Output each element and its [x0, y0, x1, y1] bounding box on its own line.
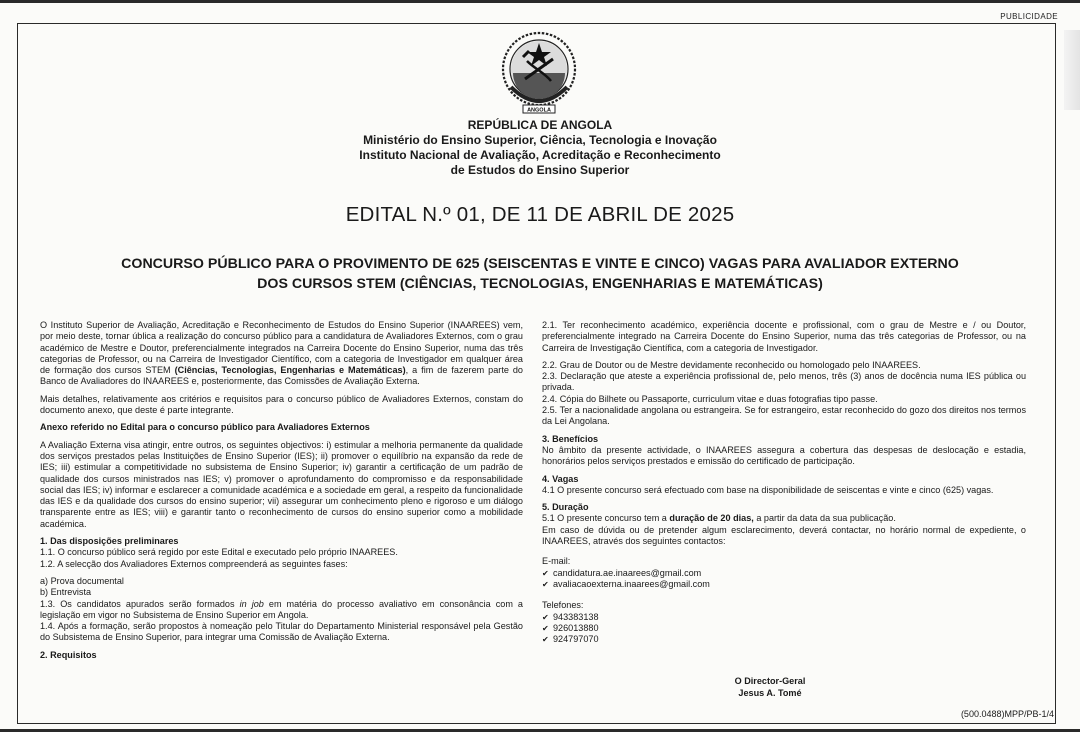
- benefits-paragraph: No âmbito da presente actividade, o INAAREES assegura a cobertura das despesas de deslocação e estadia, honorários pelos serviços prestados e emissão do certificado de participação.: [542, 444, 1026, 467]
- right-column: [542, 320, 1026, 645]
- header-institute-cont: de Estudos do Ensino Superior: [450, 163, 630, 177]
- req-2-2: 2.2. Grau de Doutor ou de Mestre devidamente reconhecido ou homologado pelo INAAREES.: [542, 359, 921, 370]
- email-address[interactable]: avaliacaoexterna.inaarees@gmail.com: [553, 578, 710, 589]
- email-address[interactable]: candidatura.ae.inaarees@gmail.com: [553, 567, 702, 578]
- phone-number[interactable]: 926013880: [553, 622, 599, 633]
- concurso-title-line2: DOS CURSOS STEM (CIÊNCIAS, TECNOLOGIAS, ENGENHARIAS E MATEMÁTICAS): [257, 276, 823, 292]
- checkmark-icon: ✔: [542, 612, 549, 622]
- signature-block: [690, 676, 850, 699]
- item-1-3: [40, 599, 523, 622]
- section5-heading: 5. Duração: [542, 502, 589, 513]
- emblem-banner-text: ANGOLA: [527, 107, 551, 114]
- req-2-4: 2.4. Cópia do Bilhete ou Passaporte, curriculum vitae e duas fotografias tipo passe.: [542, 393, 878, 404]
- concurso-title: [40, 254, 1040, 294]
- req-2-3: 2.3. Declaração que ateste a experiência profissional de, pelo menos, três (3) anos de docência numa IES pública ou privada.: [542, 371, 1026, 393]
- item-1-3-text-end: em matéria do processo avaliativo em consonância com a legislação em vigor no Subsistema de Ensino Superior em Angola.: [40, 598, 523, 620]
- item-1-1: 1.1. O concurso público será regido por este Edital e executado pelo próprio INAAREES.: [40, 547, 398, 558]
- phase-b: b) Entrevista: [40, 587, 92, 598]
- details-paragraph: Mais detalhes, relativamente aos critérios e requisitos para o concurso público de Avaliadores Externos, constam do documento anexo, que deste é parte integrante.: [40, 393, 523, 416]
- annex-heading: Anexo referido no Edital para o concurso público para Avaliadores Externos: [40, 422, 370, 433]
- left-column: [40, 320, 523, 661]
- phone-number[interactable]: 943383138: [553, 611, 599, 622]
- publication-reference: (500.0488)MPP/PB-1/4: [960, 709, 1054, 719]
- phone-label: Telefones:: [542, 600, 584, 611]
- email-list: [542, 568, 1026, 591]
- item-1-2: 1.2. A selecção dos Avaliadores Externos compreenderá as seguintes fases:: [40, 558, 348, 569]
- phone-item[interactable]: [542, 623, 1026, 634]
- section3-heading: 3. Benefícios: [542, 433, 599, 444]
- req-2-1: 2.1. Ter reconhecimento académico, experiência docente e profissional, com o grau de Mestre e / ou Doutor, preferencialmente integrado na Carreira Docente do Ensino Superior, numa das três categorias de Professor, ou na Carreira de Investigação Científica, com a categoria de Investigador.: [542, 320, 1026, 353]
- duration-text-end: a partir da data da sua publicação.: [753, 513, 896, 524]
- checkmark-icon: ✔: [542, 579, 549, 589]
- phone-item[interactable]: [542, 612, 1026, 623]
- vacancies-paragraph: 4.1 O presente concurso será efectuado com base na disponibilidade de seiscentas e vinte e cinco (625) vagas.: [542, 484, 994, 495]
- annex-paragraph: A Avaliação Externa visa atingir, entre outros, os seguintes objectivos: i) estimular a melhoria permanente da qualidade dos serviços prestados pelas Instituições de Ensino Superior (IES); ii) promover o equilíbrio na expansão da rede de IES; iii) estimular a competitividade no subsistema de Ensino Superior; iv) garantir a certificação de um padrão de qualidade dos cursos ministrados nas IES; v) promover o aprofundamento do compromisso e da responsabilidade social das IES; iv) informar e esclarecer a comunidade académica e a sociedade em geral, a respeito da funcionalidade das IES e da qualidade dos cursos do ensino superior; vii) assegurar um conhecimento pleno e rigoroso e um diálogo transparente entre as IES; viii) e garantir tanto o reconhecimento de cursos do ensino superior como a mobilidade académica.: [40, 439, 523, 529]
- scroll-edge: [1064, 30, 1080, 110]
- email-item[interactable]: [542, 579, 1026, 590]
- section1-heading: 1. Das disposições preliminares: [40, 536, 179, 547]
- institution-header: [240, 118, 840, 178]
- signature-name: Jesus A. Tomé: [738, 687, 802, 698]
- duration-bold: duração de 20 dias,: [669, 513, 754, 524]
- intro-text: O Instituto Superior de Avaliação, Acreditação e Reconhecimento de Estudos do Ensino Superior (INAAREES) vem, por meio deste, tornar ública a realização do concurso público para a candidatura de Avaliadores Externos, com o grau académico de Mestre e Doutor, preferencialmente integrados na Carreira Docente do Ensino Superior, numa das três categorias de Professor, ou na Carreira de Investigador Científico, com a categoria de Investigador em qualquer área de formação dos cursos STEM: [40, 320, 523, 376]
- coat-of-arms-emblem: [499, 29, 579, 117]
- top-rule: [0, 0, 1080, 3]
- duration-text: 5.1 O presente concurso tem a: [542, 513, 670, 524]
- phone-number[interactable]: 924797070: [553, 634, 599, 645]
- intro-text-end: , a fim de fazerem parte do Banco de Avaliadores do INAAREES e, posteriormente, das Comissões de Avaliação Externa.: [40, 365, 523, 387]
- item-1-3-text: 1.3. Os candidatos apurados serão formados: [40, 598, 240, 609]
- item-1-4: 1.4. Após a formação, serão propostos à nomeação pelo Titular do Departamento Ministerial responsável pela Gestão do Subsistema de Ensino Superior, para integrar uma Comissão de Avaliação Externa.: [40, 621, 523, 643]
- header-republic: REPÚBLICA DE ANGOLA: [467, 118, 613, 132]
- concurso-title-line1: CONCURSO PÚBLICO PARA O PROVIMENTO DE 625 (SEISCENTAS E VINTE E CINCO) VAGAS PARA AVALIADOR EXTERNO: [121, 256, 959, 272]
- section4-heading: 4. Vagas: [542, 473, 579, 484]
- edital-title: EDITAL N.º 01, DE 11 DE ABRIL DE 2025: [345, 203, 735, 226]
- intro-bold-text: (Ciências, Tecnologias, Engenharias e Matemáticas): [174, 365, 406, 376]
- section2-heading: 2. Requisitos: [40, 649, 97, 660]
- checkmark-icon: ✔: [542, 568, 549, 578]
- contact-paragraph: Em caso de dúvida ou de pretender algum esclarecimento, deverá contactar, no horário normal de expediente, o INAAREES, através dos seguintes contactos:: [542, 524, 1026, 547]
- phone-item[interactable]: [542, 634, 1026, 645]
- checkmark-icon: ✔: [542, 623, 549, 633]
- email-label: E-mail:: [542, 556, 571, 567]
- header-institute: Instituto Nacional de Avaliação, Acreditação e Reconhecimento: [359, 148, 721, 162]
- email-item[interactable]: [542, 568, 1026, 579]
- signature-title: O Director-Geral: [734, 676, 806, 686]
- header-ministry: Ministério do Ensino Superior, Ciência, Tecnologia e Inovação: [363, 133, 717, 147]
- req-2-5: 2.5. Ter a nacionalidade angolana ou estrangeira. Se for estrangeiro, estar reconhecido do gozo dos direitos nos termos da Lei Angolana.: [542, 405, 1026, 427]
- intro-paragraph: [40, 320, 523, 388]
- item-1-3-italic: in job: [239, 598, 264, 609]
- publicidade-label: PUBLICIDADE: [1000, 12, 1058, 21]
- phone-list: [542, 612, 1026, 646]
- phase-a: a) Prova documental: [40, 575, 124, 586]
- duration-paragraph: [542, 513, 1026, 524]
- checkmark-icon: ✔: [542, 635, 549, 645]
